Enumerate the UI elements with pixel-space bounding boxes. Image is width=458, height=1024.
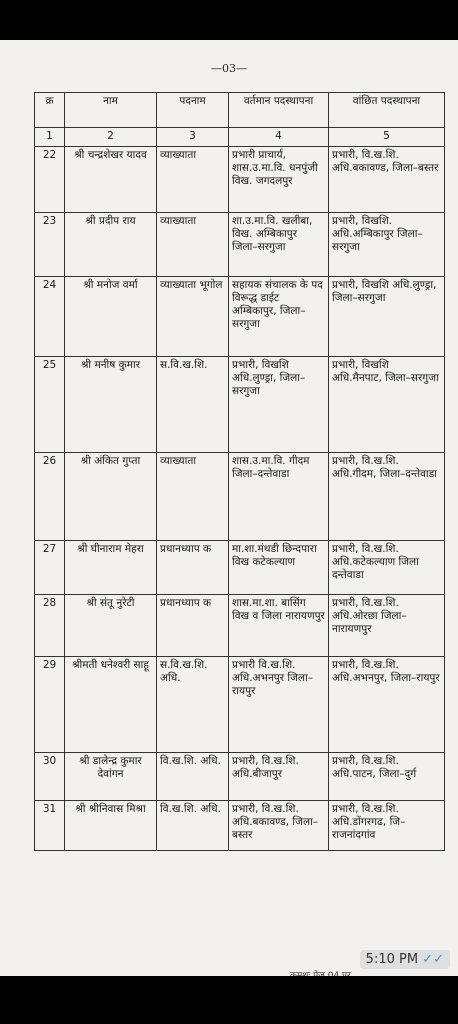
header-current-posting: वर्तमान पदस्थापना	[229, 93, 329, 128]
header-name: नाम	[65, 93, 157, 128]
name-cell: श्री अंकित गुप्ता	[65, 453, 157, 541]
designation-cell: स.वि.ख.शि.	[157, 357, 229, 453]
name-cell: श्री डालेन्द्र कुमार देवांगन	[65, 753, 157, 801]
current-posting-cell: शा.उ.मा.वि. खलीबा, विख. अम्बिकापुर जिला–सरगुजा	[229, 213, 329, 277]
current-posting-cell: मा.शा.मंथडी छिन्दपारा विख कटेकल्याण	[229, 541, 329, 595]
column-number: 2	[65, 128, 157, 147]
table-row	[35, 657, 445, 753]
serial-cell: 27	[35, 541, 65, 595]
table-row	[35, 213, 445, 277]
desired-posting-cell: प्रभारी, वि.ख.शि. अधि.अभनपुर, जिला–रायपुर	[329, 657, 445, 753]
desired-posting-cell: प्रभारी, वि.ख.शि. अधि.डोंगरगढ, जि–राजनांदगांव	[329, 801, 445, 851]
serial-cell: 25	[35, 357, 65, 453]
transfer-table	[34, 92, 445, 851]
serial-cell: 26	[35, 453, 65, 541]
designation-cell: व्याख्याता	[157, 147, 229, 213]
header-desired-posting: वांछित पदस्थापना	[329, 93, 445, 128]
header-serial: क्र	[35, 93, 65, 128]
timestamp-text: 5:10 PM	[365, 952, 419, 967]
table-row	[35, 595, 445, 657]
serial-cell: 23	[35, 213, 65, 277]
table-row	[35, 147, 445, 213]
column-number: 3	[157, 128, 229, 147]
current-posting-cell: शास.उ.मा.वि. गीदम जिला–दन्तेवाडा	[229, 453, 329, 541]
current-posting-cell: प्रभारी प्राचार्य, शास.उ.मा.वि. धनपुंजी विख. जगदलपुर	[229, 147, 329, 213]
bottom-black-bar	[0, 976, 458, 1024]
designation-cell: व्याख्याता	[157, 213, 229, 277]
name-cell: श्री मनोज वर्मा	[65, 277, 157, 357]
table-row	[35, 453, 445, 541]
designation-cell: व्याख्याता भूगोल	[157, 277, 229, 357]
designation-cell: व्याख्याता	[157, 453, 229, 541]
name-cell: श्री चन्द्रशेखर यादव	[65, 147, 157, 213]
name-cell: श्री श्रीनिवास मिश्रा	[65, 801, 157, 851]
table-row	[35, 753, 445, 801]
designation-cell: वि.ख.शि. अधि.	[157, 753, 229, 801]
name-cell: श्री मनीष कुमार	[65, 357, 157, 453]
current-posting-cell: सहायक संचालक के पद विरूद्ध डाईट अम्बिकापुर, जिला–सरगुजा	[229, 277, 329, 357]
column-number: 1	[35, 128, 65, 147]
designation-cell: स.वि.ख.शि. अधि.	[157, 657, 229, 753]
serial-cell: 24	[35, 277, 65, 357]
desired-posting-cell: प्रभारी, वि.ख.शि. अधि.कटेकल्याण जिला दन्तेवाडा	[329, 541, 445, 595]
table-row	[35, 357, 445, 453]
desired-posting-cell: प्रभारी, वि.ख.शि. अधि.गीदम, जिला–दन्तेवाडा	[329, 453, 445, 541]
designation-cell: वि.ख.शि. अधि.	[157, 801, 229, 851]
name-cell: श्रीमती धनेश्वरी साहू	[65, 657, 157, 753]
column-number-row	[35, 128, 445, 147]
table-header-row	[35, 93, 445, 128]
serial-cell: 31	[35, 801, 65, 851]
current-posting-cell: शास.मा.शा. बासिंग विख व जिला नारायणपुर	[229, 595, 329, 657]
table-row	[35, 801, 445, 851]
current-posting-cell: प्रभारी वि.ख.शि. अधि.अभनपुर जिला–रायपुर	[229, 657, 329, 753]
header-designation: पदनाम	[157, 93, 229, 128]
top-black-bar	[0, 0, 458, 40]
name-cell: श्री संतू नुरेटी	[65, 595, 157, 657]
desired-posting-cell: प्रभारी, विखशि अधि.मैनपाट, जिला–सरगुजा	[329, 357, 445, 453]
serial-cell: 29	[35, 657, 65, 753]
desired-posting-cell: प्रभारी, वि.ख.शि. अधि.पाटन, जिला–दुर्ग	[329, 753, 445, 801]
desired-posting-cell: प्रभारी, वि.ख.शि. अधि.बकावण्ड, जिला–बस्तर	[329, 147, 445, 213]
table-row	[35, 541, 445, 595]
name-cell: श्री घीनाराम मेहरा	[65, 541, 157, 595]
desired-posting-cell: प्रभारी, विखशि. अधि.अम्बिकापुर जिला–सरगुजा	[329, 213, 445, 277]
table-row	[35, 277, 445, 357]
current-posting-cell: प्रभारी, विखशि अधि.लुण्ड्रा, जिला–सरगुजा	[229, 357, 329, 453]
read-receipt-icon: ✓✓	[422, 952, 444, 967]
serial-cell: 28	[35, 595, 65, 657]
page-number: —03—	[211, 62, 247, 75]
designation-cell: प्रधानध्याप क	[157, 541, 229, 595]
message-timestamp	[360, 950, 450, 969]
column-number: 5	[329, 128, 445, 147]
serial-cell: 30	[35, 753, 65, 801]
desired-posting-cell: प्रभारी, विखशि अधि.लुण्ड्रा, जिला–सरगुजा	[329, 277, 445, 357]
current-posting-cell: प्रभारी, वि.ख.शि. अधि.बीजापुर	[229, 753, 329, 801]
desired-posting-cell: प्रभारी, वि.ख.शि. अधि.ओरछा जिला–नारायणपुर	[329, 595, 445, 657]
current-posting-cell: प्रभारी, वि.ख.शि. अधि.बकावण्ड, जिला–बस्तर	[229, 801, 329, 851]
designation-cell: प्रधानध्याप क	[157, 595, 229, 657]
column-number: 4	[229, 128, 329, 147]
serial-cell: 22	[35, 147, 65, 213]
name-cell: श्री प्रदीप राय	[65, 213, 157, 277]
